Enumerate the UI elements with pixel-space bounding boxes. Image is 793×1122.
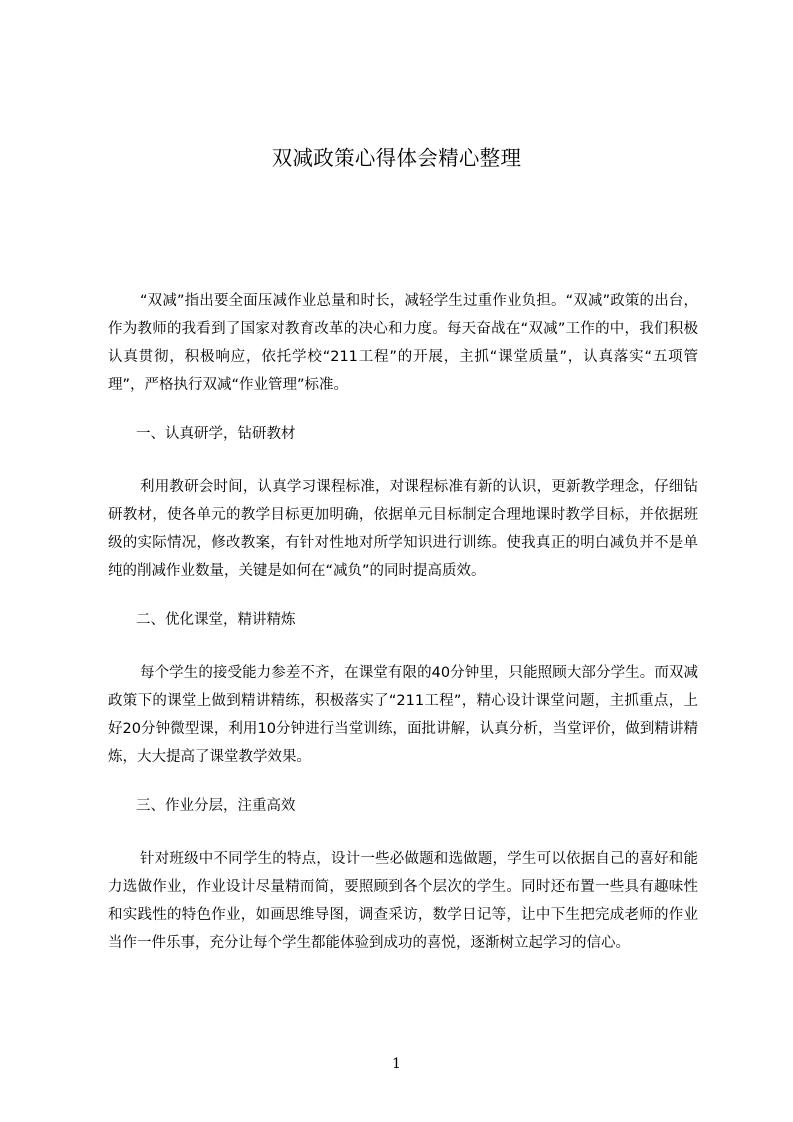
section-heading-1: 一、认真研学，钻研教材 [136, 426, 296, 442]
section-heading-2: 二、优化课堂，精讲精炼 [136, 612, 296, 628]
intro-paragraph: “双减”指出要全面压减作业总量和时长，减轻学生过重作业负担。“双减”政策的出台，作为教师的我看到了国家对教育改革的决心和力度。每天奋战在“双减”工作的中，我们积极认真贯彻，积极响应，依托学校“211工程”的开展，主抓“课堂质量”，认真落实“五项管理”，严格执行双减“作业管理”标准。 [108, 293, 698, 393]
document-title: 双减政策心得体会精心整理 [271, 146, 522, 170]
section-heading-3: 三、作业分层，注重高效 [136, 798, 296, 814]
section-body-1: 利用教研会时间，认真学习课程标准，对课程标准有新的认识，更新教学理念，仔细钻研教材，使各单元的教学目标更加明确，依据单元目标制定合理地课时教学目标，并依据班级的实际情况，修改教案，有针对性地对所学知识进行训练。使我真正的明白减负并不是单纯的削减作业数量，关键是如何在“减负”的同时提高质效。 [108, 479, 698, 579]
section-body-3: 针对班级中不同学生的特点，设计一些必做题和选做题，学生可以依据自己的喜好和能力选做作业，作业设计尽量精而简，要照顾到各个层次的学生。同时还布置一些具有趣味性和实践性的特色作业，如画思维导图，调查采访，数学日记等，让中下生把完成老师的作业当作一件乐事，充分让每个学生都能体验到成功的喜悦，逐渐树立起学习的信心。 [108, 851, 698, 951]
page-number: 1 [392, 1056, 401, 1072]
section-body-2: 每个学生的接受能力参差不齐，在课堂有限的40分钟里，只能照顾大部分学生。而双减政策下的课堂上做到精讲精练，积极落实了“211工程”，精心设计课堂问题，主抓重点，上好20分钟微型课，利用10分钟进行当堂训练，面批讲解，认真分析，当堂评价，做到精讲精炼，大大提高了课堂教学效果。 [108, 665, 698, 765]
